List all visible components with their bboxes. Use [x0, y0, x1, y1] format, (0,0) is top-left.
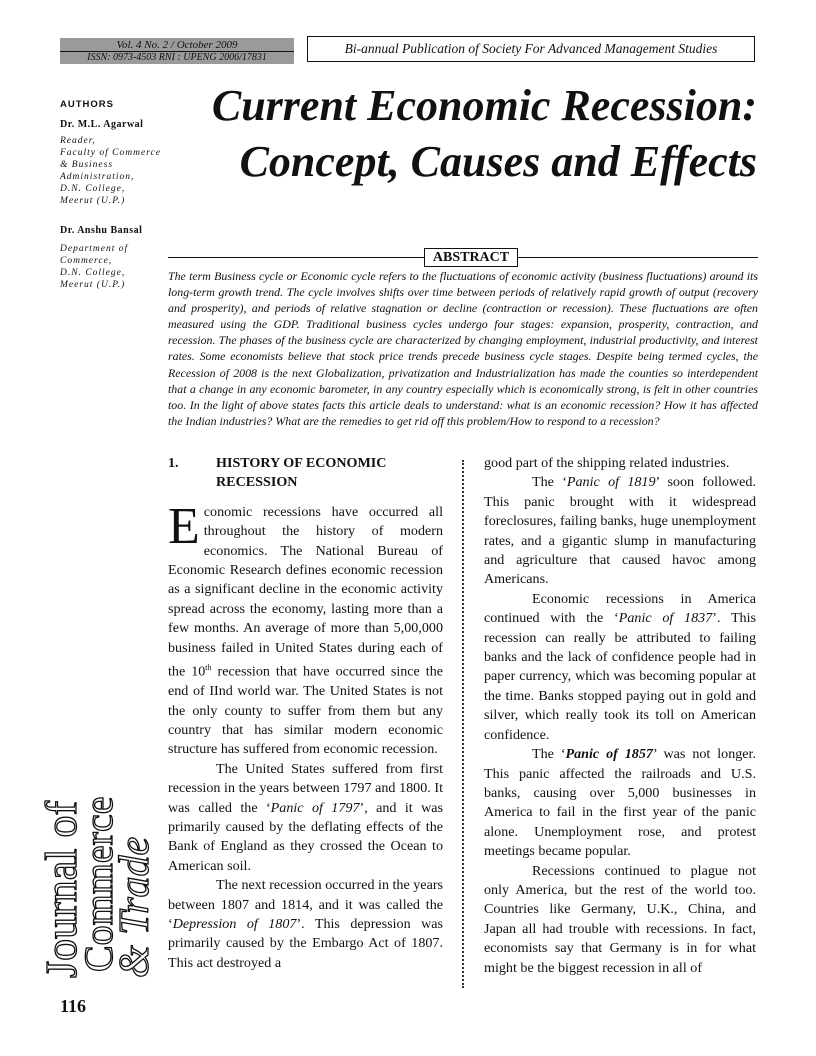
- paragraph-text: Economic recessions in America continued with the ‘: [484, 590, 756, 627]
- paragraph-text: ’ soon followed. This panic brought with it widespread foreclosures, failing banks, huge unemployment rates, and a gigantic slump in manufacturing and agriculture that caused havoc among Americans.: [484, 474, 756, 588]
- body-column-left: [168, 454, 443, 973]
- paragraph-text: conomic recessions have occurred all throughout the history of modern economics. The National Bureau of Economic Research defines economic recession as a significant decline in the economic activity spread across the economy, lasting more than a few months. An average of more than 5,00,000 business failed in United States during each of the 10: [168, 503, 443, 680]
- authors-heading: AUTHORS: [60, 99, 114, 110]
- author-affiliation-2: Department of Commerce, D.N. College, Meerut (U.P.): [60, 244, 129, 290]
- issn-line: ISSN: 0973-4503 RNI : UPENG 2006/17831: [87, 52, 267, 63]
- paragraph: [168, 876, 443, 973]
- paragraph-text: ’, and it was primarily caused by the deflating effects of the Bank of England as they crossed the Ocean to American soil.: [168, 799, 444, 874]
- emphasis: Panic of 1819: [566, 474, 656, 491]
- drop-cap: E: [168, 497, 200, 555]
- emphasis: Depression of 1807: [172, 916, 297, 933]
- emphasis: Panic of 1857: [565, 746, 653, 763]
- volume-line: Vol. 4 No. 2 / October 2009: [116, 39, 238, 51]
- paragraph: good part of the shipping related industries.: [484, 455, 730, 471]
- author-name-1: Dr. M.L. Agarwal: [60, 119, 144, 130]
- paragraph: [484, 473, 756, 589]
- logo-line-3: & Trade: [112, 836, 158, 978]
- column-separator: [462, 460, 464, 988]
- publication-banner: Bi-annual Publication of Society For Advanced Management Studies: [307, 36, 755, 62]
- page-number: 116: [60, 996, 87, 1016]
- section-heading: [168, 454, 443, 493]
- body-column-right: [484, 454, 756, 978]
- abstract-text: The term Business cycle or Economic cycle refers to the fluctuations of economic activity (business fluctuations) around its long-term growth trend. The cycle involves shifts over time between periods of relatively rapid growth of output (recovery and prosperity), and periods of relative stagnation or decline (contraction or recession). These fluctuations are often measured using the GDP. Traditional business cycles undergo four stages: expansion, prosperity, contraction, and recession. The phases of the business cycle are characterized by changing employment, industrial productivity, and interest rates. Some economists believe that stock price trends precede business cycle stages. Despite being termed cycles, the Recession of 2008 is the next Globalization, privatization and Industrialization has made the counties so interdependent that a change in any economic barometer, in any country especially which is economically strong, is felt in other countries too. In the light of above states facts this article deals to understand: what is an economic recession? How it has affected the Indian industries? What are the remedies to get rid off this problem/How to respond to a recession?: [168, 269, 758, 428]
- logo-line-2: Commerce: [76, 796, 121, 972]
- paragraph-text: recession that have occurred since the end of IInd world war. The United States is not the only county to suffer from them but any country that has similar modern economic structure has suffered from economic recession.: [168, 663, 443, 758]
- superscript: th: [205, 663, 212, 673]
- article-title: [175, 78, 757, 190]
- title-line-2: Concept, Causes and Effects: [239, 137, 757, 186]
- paragraph-text: The ‘: [532, 474, 567, 491]
- paragraph: [168, 760, 443, 876]
- section-number: 1.: [168, 455, 179, 471]
- paragraph-text: The United States suffered from first recession in the years between 1797 and 1800. It was called the ‘: [168, 760, 443, 816]
- paragraph: [168, 497, 443, 760]
- logo-line-1: Journal of: [37, 800, 86, 978]
- paragraph-text: ’. This depression was primarily caused by the Embargo Act of 1807. This act destroyed a: [168, 916, 443, 971]
- section-title: HISTORY OF ECONOMIC RECESSION: [216, 455, 387, 491]
- abstract-heading: ABSTRACT: [424, 248, 518, 267]
- author-name-2: Dr. Anshu Bansal: [60, 225, 143, 236]
- emphasis: Panic of 1797: [270, 799, 360, 816]
- paragraph-text: ’. This recession can really be attributed to failing banks and the lack of confidence people had in paper currency, which was becoming popular at the time. Banks stopped paying out in gold and silver, which really took its toll on American confidence.: [484, 610, 757, 743]
- title-line-1: Current Economic Recession:: [211, 81, 757, 130]
- paragraph-text: The ‘: [532, 746, 566, 763]
- paragraph-text: The next recession occurred in the years between 1807 and 1814, and it was called the ‘: [168, 877, 443, 933]
- paragraph: [484, 590, 756, 745]
- emphasis: Panic of 1837: [618, 610, 713, 627]
- paragraph: [484, 745, 756, 861]
- paragraph-text: ’ was not longer. This panic affected the railroads and U.S. banks, causing over 5,000 businesses in America to fail in the first year of the panic alone. Unemployment rose, and protest meetings became popular.: [484, 746, 756, 860]
- paragraph: Recessions continued to plague not only America, but the rest of the world too. Countries like Germany, U.K., China, and Japan all had trouble with recessions. In fact, economists say that Germany is in for what might be the biggest recession in all of: [484, 862, 756, 976]
- journal-logo: [37, 626, 158, 986]
- volume-issue-box: [60, 38, 294, 64]
- author-affiliation-1: Reader, Faculty of Commerce & Business Administration, D.N. College, Meerut (U.P.): [60, 136, 161, 206]
